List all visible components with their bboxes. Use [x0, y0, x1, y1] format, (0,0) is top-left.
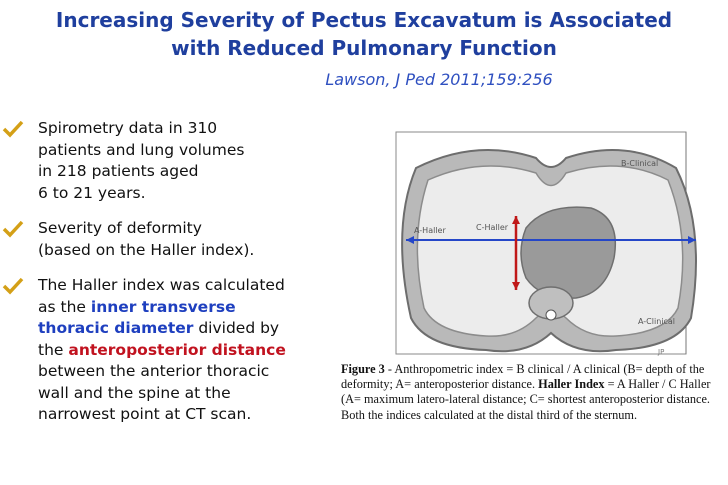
checkmark-icon	[2, 220, 24, 238]
bullet-line: 6 to 21 years.	[38, 183, 146, 202]
text: the	[38, 340, 69, 359]
heart-shape	[521, 207, 615, 298]
bullet-line: in 218 patients aged	[38, 162, 199, 180]
title-line-1: Increasing Severity of Pectus Excavatum is Associated	[55, 8, 673, 32]
caption-line-1	[341, 362, 723, 377]
bullet-line: wall and the spine at the	[38, 383, 231, 402]
bullet-list	[0, 118, 360, 440]
caption-line-4: Both the indices calculated at the distal third of the sternum.	[341, 407, 638, 422]
figure-caption	[341, 362, 723, 423]
checkmark-icon	[2, 120, 24, 138]
text: as the	[38, 297, 91, 316]
label-a-clinical: A-Clinical	[638, 317, 676, 326]
bullet-line: patients and lung volumes	[38, 140, 245, 159]
bullet-line: Severity of deformity	[38, 219, 202, 237]
checkmark-icon	[2, 277, 24, 295]
caption-text: - Anthropometric index = B clinical / A clinical (B= depth of the	[384, 362, 705, 376]
bullet-line: narrowest point at CT scan.	[38, 405, 252, 423]
slide-title	[0, 6, 728, 62]
bullet-haller-index	[0, 275, 360, 426]
bullet-line: (based on the Haller index).	[38, 240, 255, 259]
figure-signature: JP	[658, 348, 665, 356]
caption-line-2	[341, 377, 723, 392]
bullet-line: The Haller index was calculated	[38, 276, 285, 294]
bullet-severity	[0, 218, 360, 261]
bullet-line	[38, 318, 360, 340]
bullet-spirometry	[0, 118, 360, 204]
highlight-anteroposterior: anteroposterior distance	[68, 340, 286, 359]
ct-scan-figure	[376, 128, 716, 368]
bullet-line: between the anterior thoracic	[38, 362, 270, 380]
caption-haller-label: Haller Index	[538, 377, 605, 392]
highlight-thoracic-diameter: thoracic diameter	[38, 319, 194, 337]
label-a-haller: A-Haller	[414, 226, 446, 235]
spinal-canal	[546, 310, 556, 320]
caption-text: deformity; A= anteroposterior distance.	[341, 377, 539, 392]
caption-line-3: (A= maximum latero-lateral distance; C= shortest anteroposterior distance.	[341, 392, 710, 407]
highlight-inner-transverse: inner transverse	[90, 297, 236, 316]
bullet-line: Spirometry data in 310	[38, 119, 218, 137]
caption-figure-label: Figure 3	[341, 362, 385, 376]
label-c-haller: C-Haller	[476, 223, 509, 232]
bullet-line	[38, 297, 360, 319]
label-b-clinical: B-Clinical	[621, 159, 659, 168]
bullet-line	[38, 340, 360, 362]
caption-text: = A Haller / C Haller	[604, 377, 711, 392]
citation: Lawson, J Ped 2011;159:256	[325, 70, 553, 89]
text: divided by	[193, 319, 280, 337]
title-line-2: with Reduced Pulmonary Function	[171, 36, 557, 60]
